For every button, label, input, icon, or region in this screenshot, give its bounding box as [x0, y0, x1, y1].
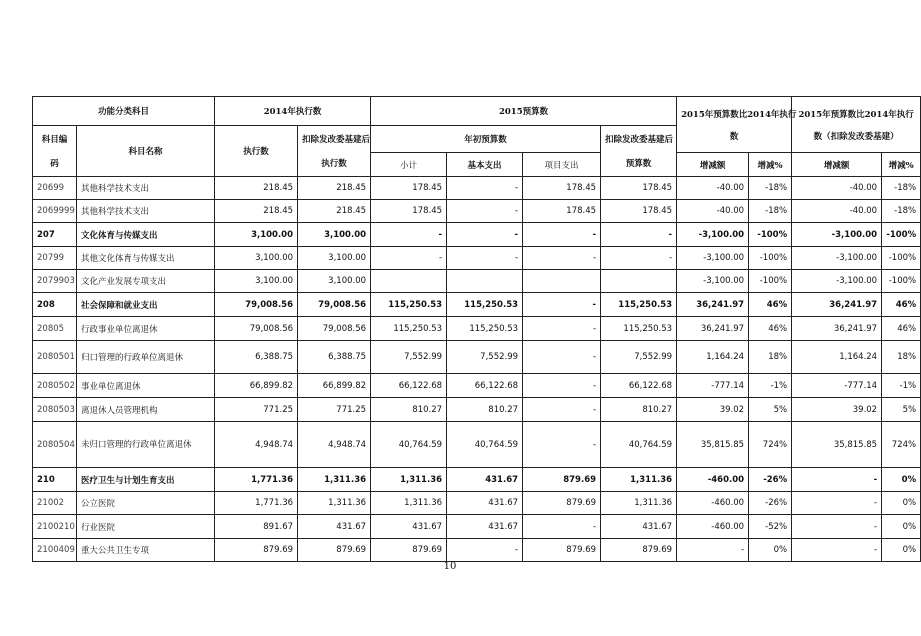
row-pct: 18%	[749, 341, 792, 374]
row-inc2: 35,815.85	[792, 422, 882, 468]
header-initial-budget: 年初预算数	[371, 126, 601, 153]
row-project: -	[523, 398, 601, 422]
row-subtotal: 115,250.53	[371, 293, 447, 317]
row-name: 未归口管理的行政单位离退休	[77, 422, 215, 468]
row-project: -	[523, 374, 601, 398]
row-inc: -40.00	[677, 177, 749, 200]
row-budget-deduct: 178.45	[601, 177, 677, 200]
row-pct: -1%	[749, 374, 792, 398]
row-name: 文化产业发展专项支出	[77, 270, 215, 293]
table-row	[33, 247, 921, 270]
row-exec: 879.69	[215, 539, 298, 562]
row-inc2: -777.14	[792, 374, 882, 398]
header-compare-1-line1: 2015年预算数比2014年执行	[681, 109, 797, 120]
row-code: 20805	[33, 317, 77, 341]
header-compare-2	[792, 97, 921, 153]
row-code: 210	[33, 468, 77, 492]
row-pct2: -1%	[882, 374, 921, 398]
row-exec-deduct: 79,008.56	[298, 293, 371, 317]
row-inc2: -	[792, 468, 882, 492]
row-subtotal: -	[371, 247, 447, 270]
row-name: 其他科学技术支出	[77, 200, 215, 223]
row-inc2: -	[792, 492, 882, 515]
header-code-line1: 科目编	[41, 135, 68, 145]
row-inc: 36,241.97	[677, 293, 749, 317]
table-row	[33, 177, 921, 200]
row-pct: -100%	[749, 270, 792, 293]
row-budget-deduct: -	[601, 223, 677, 247]
row-inc: -3,100.00	[677, 223, 749, 247]
row-inc2: -3,100.00	[792, 270, 882, 293]
row-budget-deduct: -	[601, 247, 677, 270]
budget-table	[32, 96, 921, 562]
table-row	[33, 492, 921, 515]
row-exec: 79,008.56	[215, 317, 298, 341]
row-code: 2100210	[33, 515, 77, 539]
row-name: 行政事业单位离退休	[77, 317, 215, 341]
row-pct: 46%	[749, 317, 792, 341]
row-subtotal: 40,764.59	[371, 422, 447, 468]
table-row	[33, 317, 921, 341]
row-pct2: 0%	[882, 539, 921, 562]
row-pct: -100%	[749, 223, 792, 247]
row-budget-deduct: 879.69	[601, 539, 677, 562]
row-pct2: -18%	[882, 177, 921, 200]
row-exec: 1,771.36	[215, 468, 298, 492]
row-pct: -18%	[749, 200, 792, 223]
row-subtotal: 7,552.99	[371, 341, 447, 374]
header-code-line2: 码	[50, 159, 59, 169]
row-project: -	[523, 422, 601, 468]
header-budget-deduct	[601, 126, 677, 177]
header-exec-deduct	[298, 126, 371, 177]
row-code: 2080503	[33, 398, 77, 422]
row-project	[523, 270, 601, 293]
row-name: 事业单位离退休	[77, 374, 215, 398]
row-inc: 35,815.85	[677, 422, 749, 468]
header-exec-amount: 执行数	[215, 126, 298, 177]
row-project: 879.69	[523, 468, 601, 492]
row-name: 行业医院	[77, 515, 215, 539]
header-exec-deduct-line1: 扣除发改委基建后	[302, 135, 371, 145]
row-basic: -	[447, 247, 523, 270]
row-basic: -	[447, 539, 523, 562]
row-exec-deduct: 1,311.36	[298, 492, 371, 515]
row-code: 207	[33, 223, 77, 247]
header-inc-amount: 增减额	[677, 153, 749, 177]
row-exec-deduct: 4,948.74	[298, 422, 371, 468]
row-basic: 115,250.53	[447, 317, 523, 341]
row-exec: 1,771.36	[215, 492, 298, 515]
table-row	[33, 422, 921, 468]
row-project: -	[523, 341, 601, 374]
row-name: 离退休人员管理机构	[77, 398, 215, 422]
row-project: -	[523, 317, 601, 341]
row-exec-deduct: 3,100.00	[298, 247, 371, 270]
row-name: 文化体育与传媒支出	[77, 223, 215, 247]
row-exec: 3,100.00	[215, 247, 298, 270]
row-inc2: 39.02	[792, 398, 882, 422]
row-inc: 36,241.97	[677, 317, 749, 341]
row-pct2: -100%	[882, 223, 921, 247]
row-code: 2069999	[33, 200, 77, 223]
row-pct: 724%	[749, 422, 792, 468]
row-basic: -	[447, 200, 523, 223]
row-budget-deduct: 115,250.53	[601, 293, 677, 317]
row-name: 社会保障和就业支出	[77, 293, 215, 317]
row-exec-deduct: 771.25	[298, 398, 371, 422]
row-pct: -26%	[749, 468, 792, 492]
header-inc-pct: 增减%	[749, 153, 792, 177]
row-subtotal: 810.27	[371, 398, 447, 422]
row-pct2: -100%	[882, 247, 921, 270]
row-inc2: -40.00	[792, 177, 882, 200]
row-subtotal: 879.69	[371, 539, 447, 562]
row-name: 其他科学技术支出	[77, 177, 215, 200]
table-row	[33, 468, 921, 492]
row-budget-deduct: 1,311.36	[601, 492, 677, 515]
row-subtotal: -	[371, 223, 447, 247]
row-inc2: 1,164.24	[792, 341, 882, 374]
row-subtotal: 66,122.68	[371, 374, 447, 398]
row-project: 178.45	[523, 200, 601, 223]
row-basic: 40,764.59	[447, 422, 523, 468]
header-budget-2015: 2015预算数	[371, 97, 677, 126]
row-inc: -3,100.00	[677, 270, 749, 293]
row-subtotal: 115,250.53	[371, 317, 447, 341]
row-code: 20699	[33, 177, 77, 200]
row-name: 归口管理的行政单位离退休	[77, 341, 215, 374]
header-subject-name: 科目名称	[77, 126, 215, 177]
row-subtotal	[371, 270, 447, 293]
row-pct2: -100%	[882, 270, 921, 293]
row-inc2: -	[792, 515, 882, 539]
row-name: 医疗卫生与计划生育支出	[77, 468, 215, 492]
row-budget-deduct: 115,250.53	[601, 317, 677, 341]
row-budget-deduct: 810.27	[601, 398, 677, 422]
row-exec-deduct: 3,100.00	[298, 270, 371, 293]
row-exec-deduct: 879.69	[298, 539, 371, 562]
row-subtotal: 1,311.36	[371, 492, 447, 515]
table-row	[33, 200, 921, 223]
row-inc: -	[677, 539, 749, 562]
row-budget-deduct: 40,764.59	[601, 422, 677, 468]
row-budget-deduct	[601, 270, 677, 293]
row-basic: 810.27	[447, 398, 523, 422]
row-exec: 218.45	[215, 177, 298, 200]
row-exec-deduct: 6,388.75	[298, 341, 371, 374]
row-pct: 5%	[749, 398, 792, 422]
row-subtotal: 178.45	[371, 200, 447, 223]
row-exec: 771.25	[215, 398, 298, 422]
header-compare-1-line2: 数	[729, 131, 739, 142]
row-pct2: 724%	[882, 422, 921, 468]
row-pct2: 46%	[882, 293, 921, 317]
row-project: -	[523, 223, 601, 247]
row-project: -	[523, 515, 601, 539]
row-inc: -460.00	[677, 468, 749, 492]
table-row	[33, 515, 921, 539]
row-pct2: 46%	[882, 317, 921, 341]
row-code: 20799	[33, 247, 77, 270]
row-project: -	[523, 293, 601, 317]
row-pct: 46%	[749, 293, 792, 317]
row-project: 178.45	[523, 177, 601, 200]
row-budget-deduct: 431.67	[601, 515, 677, 539]
row-exec: 79,008.56	[215, 293, 298, 317]
row-exec-deduct: 218.45	[298, 200, 371, 223]
row-name: 其他文化体育与传媒支出	[77, 247, 215, 270]
row-budget-deduct: 7,552.99	[601, 341, 677, 374]
row-subtotal: 1,311.36	[371, 468, 447, 492]
row-exec-deduct: 1,311.36	[298, 468, 371, 492]
row-basic: 115,250.53	[447, 293, 523, 317]
header-compare-2-line1: 2015年预算数比2014年执行	[798, 109, 914, 120]
row-inc2: -3,100.00	[792, 247, 882, 270]
table-row	[33, 341, 921, 374]
table-row	[33, 270, 921, 293]
row-subtotal: 431.67	[371, 515, 447, 539]
row-budget-deduct: 1,311.36	[601, 468, 677, 492]
row-inc: -777.14	[677, 374, 749, 398]
header-func-class: 功能分类科目	[33, 97, 215, 126]
row-exec: 3,100.00	[215, 223, 298, 247]
table-row	[33, 374, 921, 398]
row-basic	[447, 270, 523, 293]
row-code: 21002	[33, 492, 77, 515]
row-inc2: -40.00	[792, 200, 882, 223]
row-exec-deduct: 218.45	[298, 177, 371, 200]
row-exec: 891.67	[215, 515, 298, 539]
row-exec: 3,100.00	[215, 270, 298, 293]
row-basic: 7,552.99	[447, 341, 523, 374]
row-code: 208	[33, 293, 77, 317]
row-code: 2080502	[33, 374, 77, 398]
row-pct2: -18%	[882, 200, 921, 223]
table-row	[33, 293, 921, 317]
row-exec: 4,948.74	[215, 422, 298, 468]
row-inc: 1,164.24	[677, 341, 749, 374]
row-inc: -460.00	[677, 492, 749, 515]
row-exec-deduct: 66,899.82	[298, 374, 371, 398]
row-pct: -52%	[749, 515, 792, 539]
header-compare-1	[677, 97, 797, 153]
row-basic: 66,122.68	[447, 374, 523, 398]
row-project: -	[523, 247, 601, 270]
row-inc: -3,100.00	[677, 247, 749, 270]
header-project-exp: 项目支出	[523, 153, 601, 177]
header-exec-deduct-line2: 执行数	[321, 159, 347, 169]
row-pct2: 18%	[882, 341, 921, 374]
row-code: 2079903	[33, 270, 77, 293]
row-basic: 431.67	[447, 515, 523, 539]
row-budget-deduct: 66,122.68	[601, 374, 677, 398]
row-subtotal: 178.45	[371, 177, 447, 200]
row-exec: 6,388.75	[215, 341, 298, 374]
row-pct2: 0%	[882, 468, 921, 492]
header-basic-exp: 基本支出	[447, 153, 523, 177]
header-code	[33, 126, 77, 177]
row-inc: -460.00	[677, 515, 749, 539]
row-budget-deduct: 178.45	[601, 200, 677, 223]
row-name: 公立医院	[77, 492, 215, 515]
row-pct2: 0%	[882, 515, 921, 539]
row-pct: -26%	[749, 492, 792, 515]
row-pct: 0%	[749, 539, 792, 562]
row-basic: -	[447, 177, 523, 200]
row-project: 879.69	[523, 539, 601, 562]
row-exec-deduct: 431.67	[298, 515, 371, 539]
row-pct: -100%	[749, 247, 792, 270]
header-budget-deduct-line1: 扣除发改委基建后	[605, 135, 674, 145]
row-inc2: -	[792, 539, 882, 562]
row-basic: -	[447, 223, 523, 247]
header-exec-2014: 2014年执行数	[215, 97, 371, 126]
row-inc: -40.00	[677, 200, 749, 223]
row-project: 879.69	[523, 492, 601, 515]
page-number: 10	[443, 561, 457, 572]
header-row-1	[33, 97, 921, 126]
row-basic: 431.67	[447, 468, 523, 492]
row-pct: -18%	[749, 177, 792, 200]
row-exec-deduct: 3,100.00	[298, 223, 371, 247]
row-exec: 218.45	[215, 200, 298, 223]
row-code: 2080504	[33, 422, 77, 468]
header-budget-deduct-line2: 预算数	[625, 159, 652, 169]
row-exec: 66,899.82	[215, 374, 298, 398]
row-code: 2080501	[33, 341, 77, 374]
table-row	[33, 539, 921, 562]
row-code: 2100409	[33, 539, 77, 562]
header-subtotal: 小计	[371, 153, 447, 177]
row-inc2: 36,241.97	[792, 293, 882, 317]
row-pct2: 5%	[882, 398, 921, 422]
row-inc: 39.02	[677, 398, 749, 422]
row-basic: 431.67	[447, 492, 523, 515]
row-pct2: 0%	[882, 492, 921, 515]
table-row	[33, 223, 921, 247]
row-inc2: -3,100.00	[792, 223, 882, 247]
row-exec-deduct: 79,008.56	[298, 317, 371, 341]
table-row	[33, 398, 921, 422]
header-inc-pct-2: 增减%	[882, 153, 921, 177]
row-name: 重大公共卫生专项	[77, 539, 215, 562]
row-inc2: 36,241.97	[792, 317, 882, 341]
header-compare-2-line2: 数（扣除发改委基建）	[813, 131, 899, 142]
header-inc-amount-2: 增减额	[792, 153, 882, 177]
